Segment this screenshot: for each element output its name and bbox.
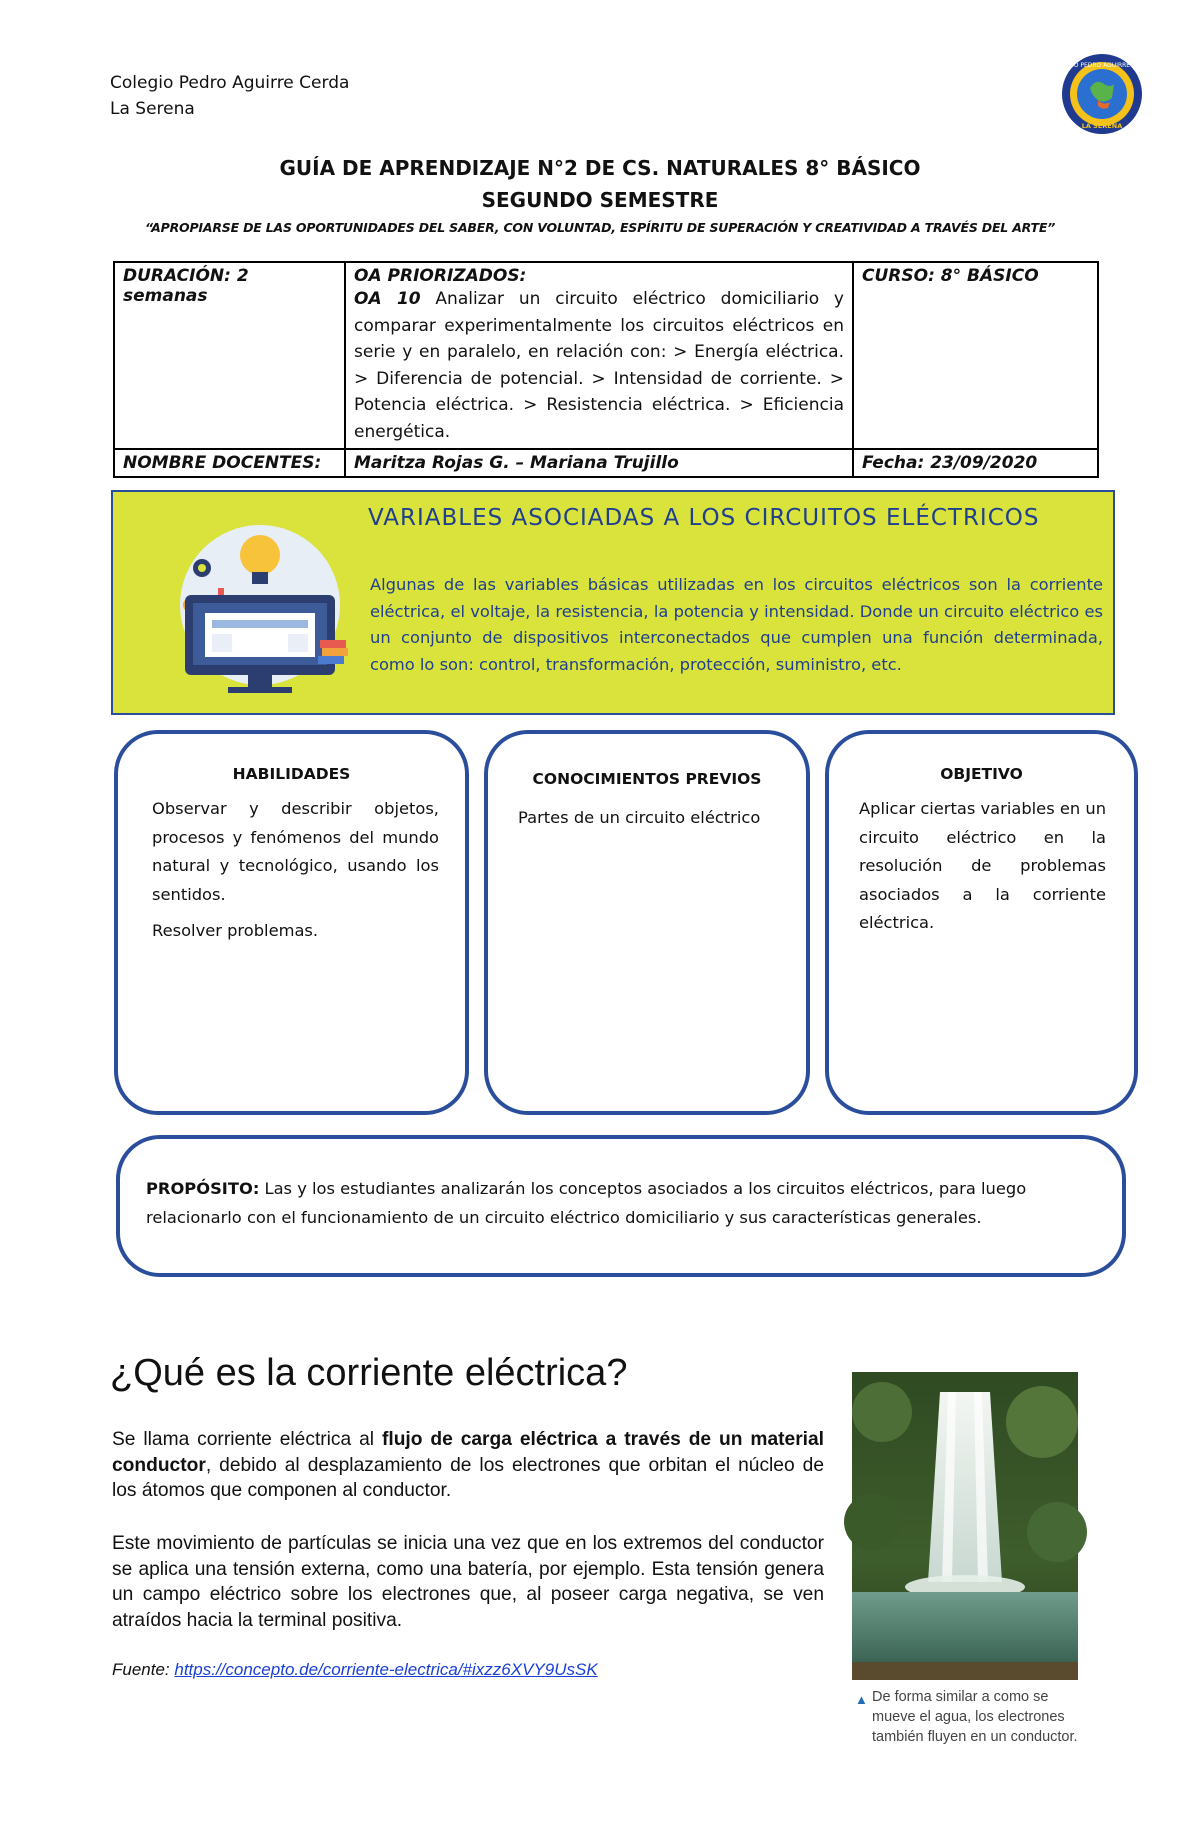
semester-title: SEGUNDO SEMESTRE — [481, 188, 719, 212]
computer-lightbulb-illustration — [160, 510, 360, 700]
oa-label: OA PRIORIZADOS: — [354, 266, 527, 286]
date-cell — [853, 449, 1098, 477]
habilidades-text-2: Resolver problemas. — [152, 921, 319, 940]
teachers-value: Maritza Rojas G. – Mariana Trujillo — [354, 453, 679, 473]
logo-text-bottom: LA SERENA — [1081, 122, 1123, 130]
objetivo-box — [825, 730, 1138, 1115]
school-motto: “APROPIARSE DE LAS OPORTUNIDADES DEL SABER, CON VOLUNTAD, ESPÍRITU DE SUPERACIÓN Y CREATIVIDAD A TRAVÉS DEL ARTE” — [144, 220, 1056, 235]
proposito-label: PROPÓSITO: — [146, 1179, 260, 1198]
proposito-text: Las y los estudiantes analizarán los conceptos asociados a los circuitos eléctricos, para luego relacionarlo con el funcionamiento de un circuito eléctrico domiciliario y sus características generales. — [146, 1179, 1027, 1227]
banner-title: VARIABLES ASOCIADAS A LOS CIRCUITOS ELÉCTRICOS — [368, 505, 1040, 531]
school-city: La Serena — [110, 99, 195, 119]
duration-label: DURACIÓN: 2 semanas — [123, 266, 249, 306]
p1-bold: flujo de carga eléctrica a través de un material conductor — [112, 1429, 824, 1476]
waterfall-photo — [852, 1372, 1078, 1680]
books-icon — [318, 640, 348, 664]
oa-description — [354, 286, 844, 445]
habilidades-text: Observar y describir objetos, procesos y fenómenos del mundo natural y tecnológico, usando los sentidos. — [152, 799, 439, 904]
p1-start: Se llama corriente eléctrica al — [112, 1429, 382, 1450]
oa-text: Analizar un circuito eléctrico domiciliario y comparar experimentalmente los circuitos eléctricos en serie y en paralelo, en relación con: > Energía eléctrica. > Diferencia de potencial. > Intensidad de corriente. > Potencia eléctrica. > Resistencia eléctrica. > Eficiencia energética. — [354, 289, 844, 442]
objetivo-text: Aplicar ciertas variables en un circuito eléctrico en la resolución de problemas asociados a la corriente eléctrica. — [859, 799, 1107, 932]
duration-cell — [114, 262, 345, 449]
course-label: CURSO: 8° BÁSICO — [862, 266, 1039, 286]
source-line — [112, 1660, 598, 1680]
habilidades-title: HABILIDADES — [232, 765, 351, 783]
info-table — [113, 261, 1099, 478]
teachers-value-cell — [345, 449, 853, 477]
guide-title: GUÍA DE APRENDIZAJE N°2 DE CS. NATURALES 8° BÁSICO — [279, 156, 921, 180]
source-link[interactable]: https://concepto.de/corriente-electrica/#ixzz6XVY9UsSK — [174, 1660, 598, 1679]
proposito-box — [116, 1135, 1126, 1277]
banner-text: Algunas de las variables básicas utilizadas en los circuitos eléctricos son la corriente eléctrica, el voltaje, la resistencia, la potencia y intensidad. Donde un circuito eléctrico es un conjunto de dispositivos interconectados que cumplen una función determinada, como lo son: control, transformación, protección, suministro, etc. — [370, 575, 1103, 674]
logo-text-top: COLEGIO PEDRO AGUIRRE CERDA — [1051, 62, 1153, 69]
photo-caption: De forma similar a como se mueve el agua, los electrones también fluyen en un conductor. — [872, 1689, 1078, 1745]
course-cell — [853, 262, 1098, 449]
date-label: Fecha: 23/09/2020 — [862, 453, 1038, 473]
conocimientos-box — [484, 730, 810, 1115]
paragraph-2: Este movimiento de partículas se inicia una vez que en los extremos del conductor se aplica una tensión externa, como una batería, por ejemplo. Esta tensión genera un campo eléctrico sobre los electrones que, al poseer carga negativa, se ven atraídos hacia la terminal positiva. — [112, 1533, 824, 1631]
caption-marker: ▲ — [855, 1692, 868, 1707]
p1-end: , debido al desplazamiento de los electrones que orbitan el núcleo de los átomos que componen al conductor. — [112, 1454, 824, 1501]
habilidades-box — [114, 730, 469, 1115]
teachers-label-cell — [114, 449, 345, 477]
oa-code: OA 10 — [354, 289, 421, 309]
conocimientos-text: Partes de un circuito eléctrico — [518, 808, 761, 827]
objetivo-title: OBJETIVO — [940, 765, 1023, 783]
monitor-icon — [185, 595, 335, 693]
school-logo — [1051, 52, 1153, 136]
teachers-label: NOMBRE DOCENTES: — [123, 453, 322, 473]
conocimientos-title: CONOCIMIENTOS PREVIOS — [532, 770, 762, 788]
school-name: Colegio Pedro Aguirre Cerda — [110, 73, 350, 93]
source-label: Fuente: — [112, 1660, 175, 1679]
section-heading: ¿Qué es la corriente eléctrica? — [110, 1352, 628, 1394]
proposito-text-block — [146, 1175, 1098, 1232]
gear-icon — [193, 559, 211, 577]
oa-cell — [345, 262, 853, 449]
school-name-block — [110, 70, 349, 122]
paragraph-1 — [112, 1427, 824, 1504]
